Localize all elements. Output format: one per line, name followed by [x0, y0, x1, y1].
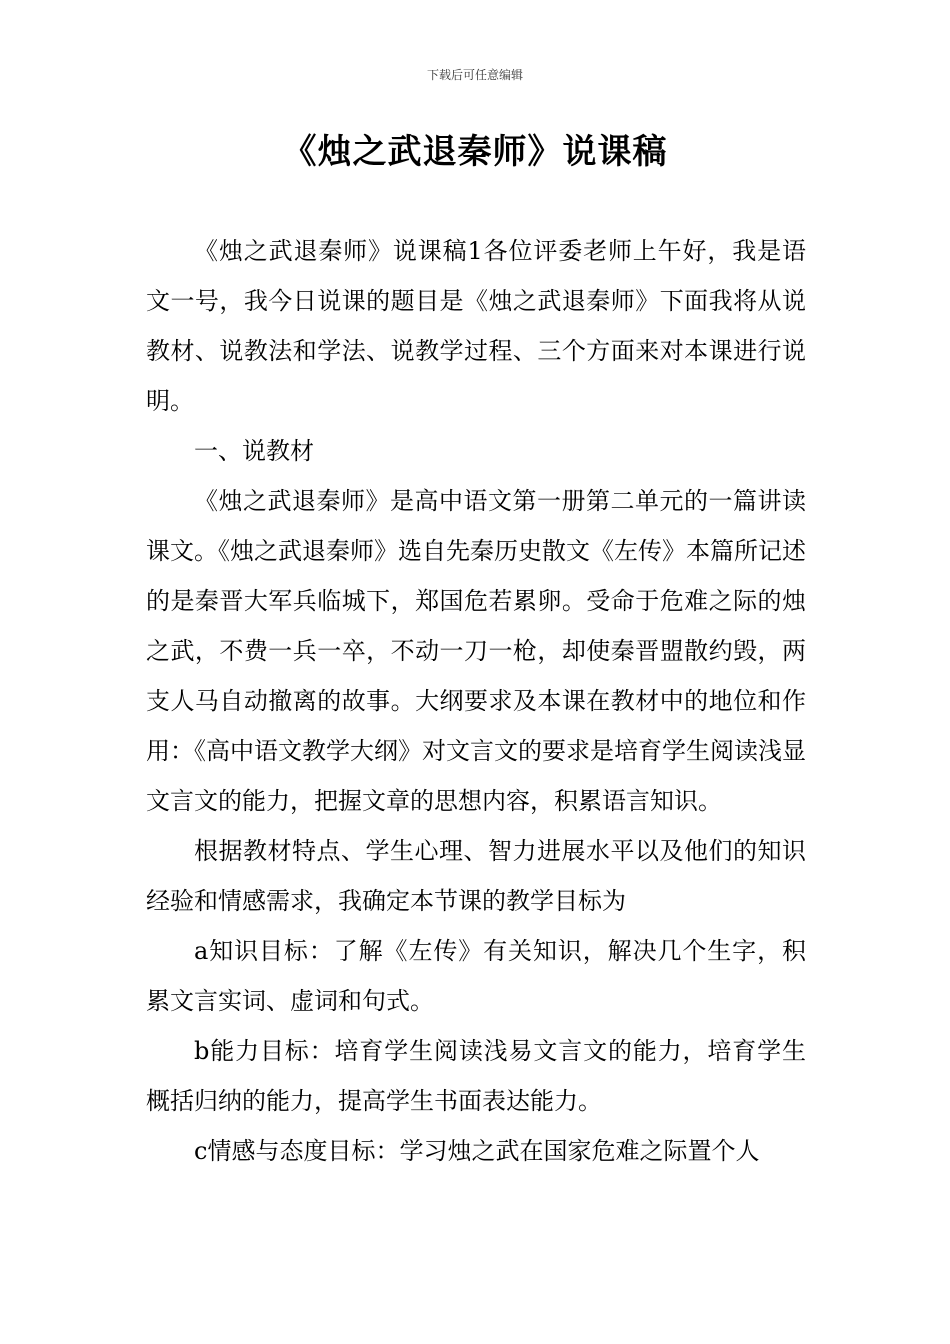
paragraph-intro: 《烛之武退秦师》说课稿1各位评委老师上午好，我是语文一号，我今日说课的题目是《烛之武退秦师》下面我将从说教材、说教法和学法、说教学过程、三个方面来对本课进行说明。 — [146, 237, 806, 415]
document-title: 《烛之武退秦师》说课稿 — [282, 132, 668, 172]
document-body — [146, 226, 806, 1176]
paragraph-objectives-intro: 根据教材特点、学生心理、智力进展水平以及他们的知识经验和情感需求，我确定本节课的教学目标为 — [146, 837, 806, 915]
paragraph-textbook: 《烛之武退秦师》是高中语文第一册第二单元的一篇讲读课文。《烛之武退秦师》选自先秦历史散文《左传》本篇所记述的是秦晋大军兵临城下，郑国危若累卵。受命于危难之际的烛之武，不费一兵一卒，不动一刀一枪，却使秦晋盟散约毁，两支人马自动撤离的故事。大纲要求及本课在教材中的地位和作用：《高中语文教学大纲》对文言文的要求是培育学生阅读浅显文言文的能力，把握文章的思想内容，积累语言知识。 — [146, 487, 806, 815]
paragraph-ability-objective: b能力目标：培育学生阅读浅易文言文的能力，培育学生概括归纳的能力，提高学生书面表达能力。 — [146, 1037, 806, 1115]
paragraph-knowledge-objective: a知识目标：了解《左传》有关知识，解决几个生字，积累文言实词、虚词和句式。 — [146, 937, 806, 1015]
section-heading-textbook: 一、说教材 — [194, 437, 314, 465]
header-note: 下载后可任意编辑 — [426, 68, 523, 82]
paragraph-emotion-objective: c情感与态度目标：学习烛之武在国家危难之际置个人 — [194, 1137, 760, 1165]
